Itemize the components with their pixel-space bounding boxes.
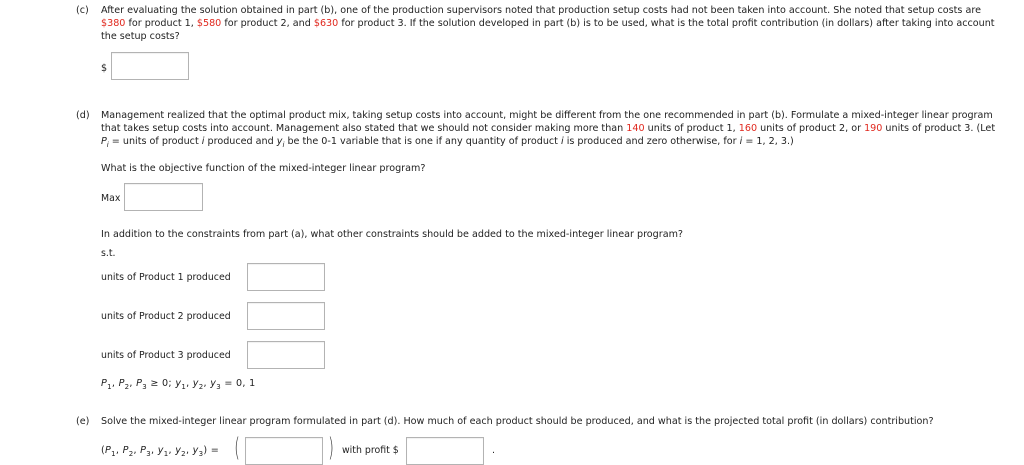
bound-y3: y	[210, 378, 217, 389]
part-c-text-2: for product 1,	[125, 18, 197, 29]
part-d-letter: (d)	[76, 110, 90, 121]
with-profit-label: with profit $	[342, 445, 399, 456]
constraint-2-input[interactable]	[247, 302, 325, 330]
part-d-text-9: = 1, 2, 3.)	[742, 136, 794, 147]
bound-binary: = 0, 1	[224, 378, 256, 389]
objective-function-input[interactable]	[124, 183, 203, 211]
part-d-text-1: Management realized that the optimal product mix, taking setup costs into account, might be different from the one recommended in part (b). Formulate a mixed-integer linear program that takes setup costs into account. Management also stated that we should not consider making more than	[101, 110, 993, 134]
var-y: y	[276, 136, 283, 147]
part-c-text-3: for product 2, and	[221, 18, 314, 29]
var-i-2: i	[561, 136, 564, 147]
part-c-letter: (c)	[76, 5, 89, 16]
constraint-1-label: units of Product 1 produced	[101, 272, 231, 283]
sub-i-y: i	[282, 140, 285, 149]
part-d-text-2: units of product 1,	[644, 123, 739, 134]
part-d-text-6: produced and	[204, 136, 277, 147]
tuple-y3: y	[192, 445, 199, 456]
solution-tuple-label: ($P_1$, $P_2$, $P_3$, $y_1$, $y_2$, $y_3$) =	[101, 445, 220, 458]
solution-tuple-input[interactable]	[245, 437, 323, 465]
st-label: s.t.	[101, 248, 116, 259]
part-d-text-5: = units of product	[108, 136, 202, 147]
tuple-p3: P	[140, 445, 147, 456]
max-label: Max	[101, 193, 121, 204]
constraints-question: In addition to the constraints from part (a), what other constraints should be added to the mixed-integer linear program?	[101, 229, 684, 240]
bound-y1: y	[175, 378, 182, 389]
bound-nonneg: ≥ 0;	[150, 378, 176, 389]
var-p: P	[101, 136, 107, 147]
variable-bounds: $P_1$, $P_2$, $P_3 \ge 0$; $y_1$, $y_2$, $y_3 = 0$, 1	[101, 378, 256, 391]
constraint-1-input[interactable]	[247, 263, 325, 291]
part-e-letter: (e)	[76, 416, 90, 427]
sub-i: i	[106, 140, 109, 149]
part-c-text-1: After evaluating the solution obtained in part (b), one of the production supervisors noted that production setup costs had not been taken into account. She noted that setup costs are	[101, 5, 981, 16]
tuple-equals: =	[210, 445, 220, 456]
part-d-text-8: is produced and zero otherwise, for	[563, 136, 740, 147]
tuple-p1: P	[105, 445, 112, 456]
limit-product-3: 190	[864, 123, 883, 134]
part-d-text-3: units of product 2, or	[757, 123, 865, 134]
constraint-2-label: units of Product 2 produced	[101, 311, 231, 322]
profit-contribution-input[interactable]	[111, 52, 189, 80]
tuple-y1: y	[157, 445, 164, 456]
limit-product-1: 140	[626, 123, 645, 134]
limit-product-2: 160	[738, 123, 758, 134]
part-d-text-4: units of product 3. (Let	[882, 123, 996, 134]
setup-cost-product-2: $580	[196, 18, 222, 29]
var-i: i	[201, 136, 205, 147]
var-i-3: i	[739, 136, 743, 147]
constraint-3-label: units of Product 3 produced	[101, 350, 231, 361]
tuple-p2: P	[122, 445, 129, 456]
bound-p2: P	[118, 378, 125, 389]
constraint-3-input[interactable]	[247, 341, 325, 369]
part-c-text-4: for product 3. If the solution developed in part (b) is to be used, what is the total profit contribution (in dollars) after taking into account the setup costs?	[101, 18, 995, 42]
part-d-question	[101, 109, 997, 148]
setup-cost-product-1: $380	[101, 18, 126, 29]
right-paren: )	[328, 433, 334, 463]
bound-y2: y	[192, 378, 199, 389]
tuple-y2: y	[175, 445, 182, 456]
left-paren: (	[234, 433, 240, 463]
setup-cost-product-3: $630	[313, 18, 339, 29]
part-e-question: Solve the mixed-integer linear program formulated in part (d). How much of each product should be produced, and what is the projected total profit (in dollars) contribution?	[101, 416, 934, 427]
dollar-sign: $	[101, 63, 108, 74]
bound-p3: P	[136, 378, 143, 389]
part-d-text-7: be the 0-1 variable that is one if any quantity of product	[284, 136, 561, 147]
objective-question: What is the objective function of the mixed-integer linear program?	[101, 163, 426, 174]
period: .	[492, 445, 496, 456]
bound-p1: P	[101, 378, 108, 389]
profit-input[interactable]	[406, 437, 484, 465]
part-c-question	[101, 4, 1001, 43]
